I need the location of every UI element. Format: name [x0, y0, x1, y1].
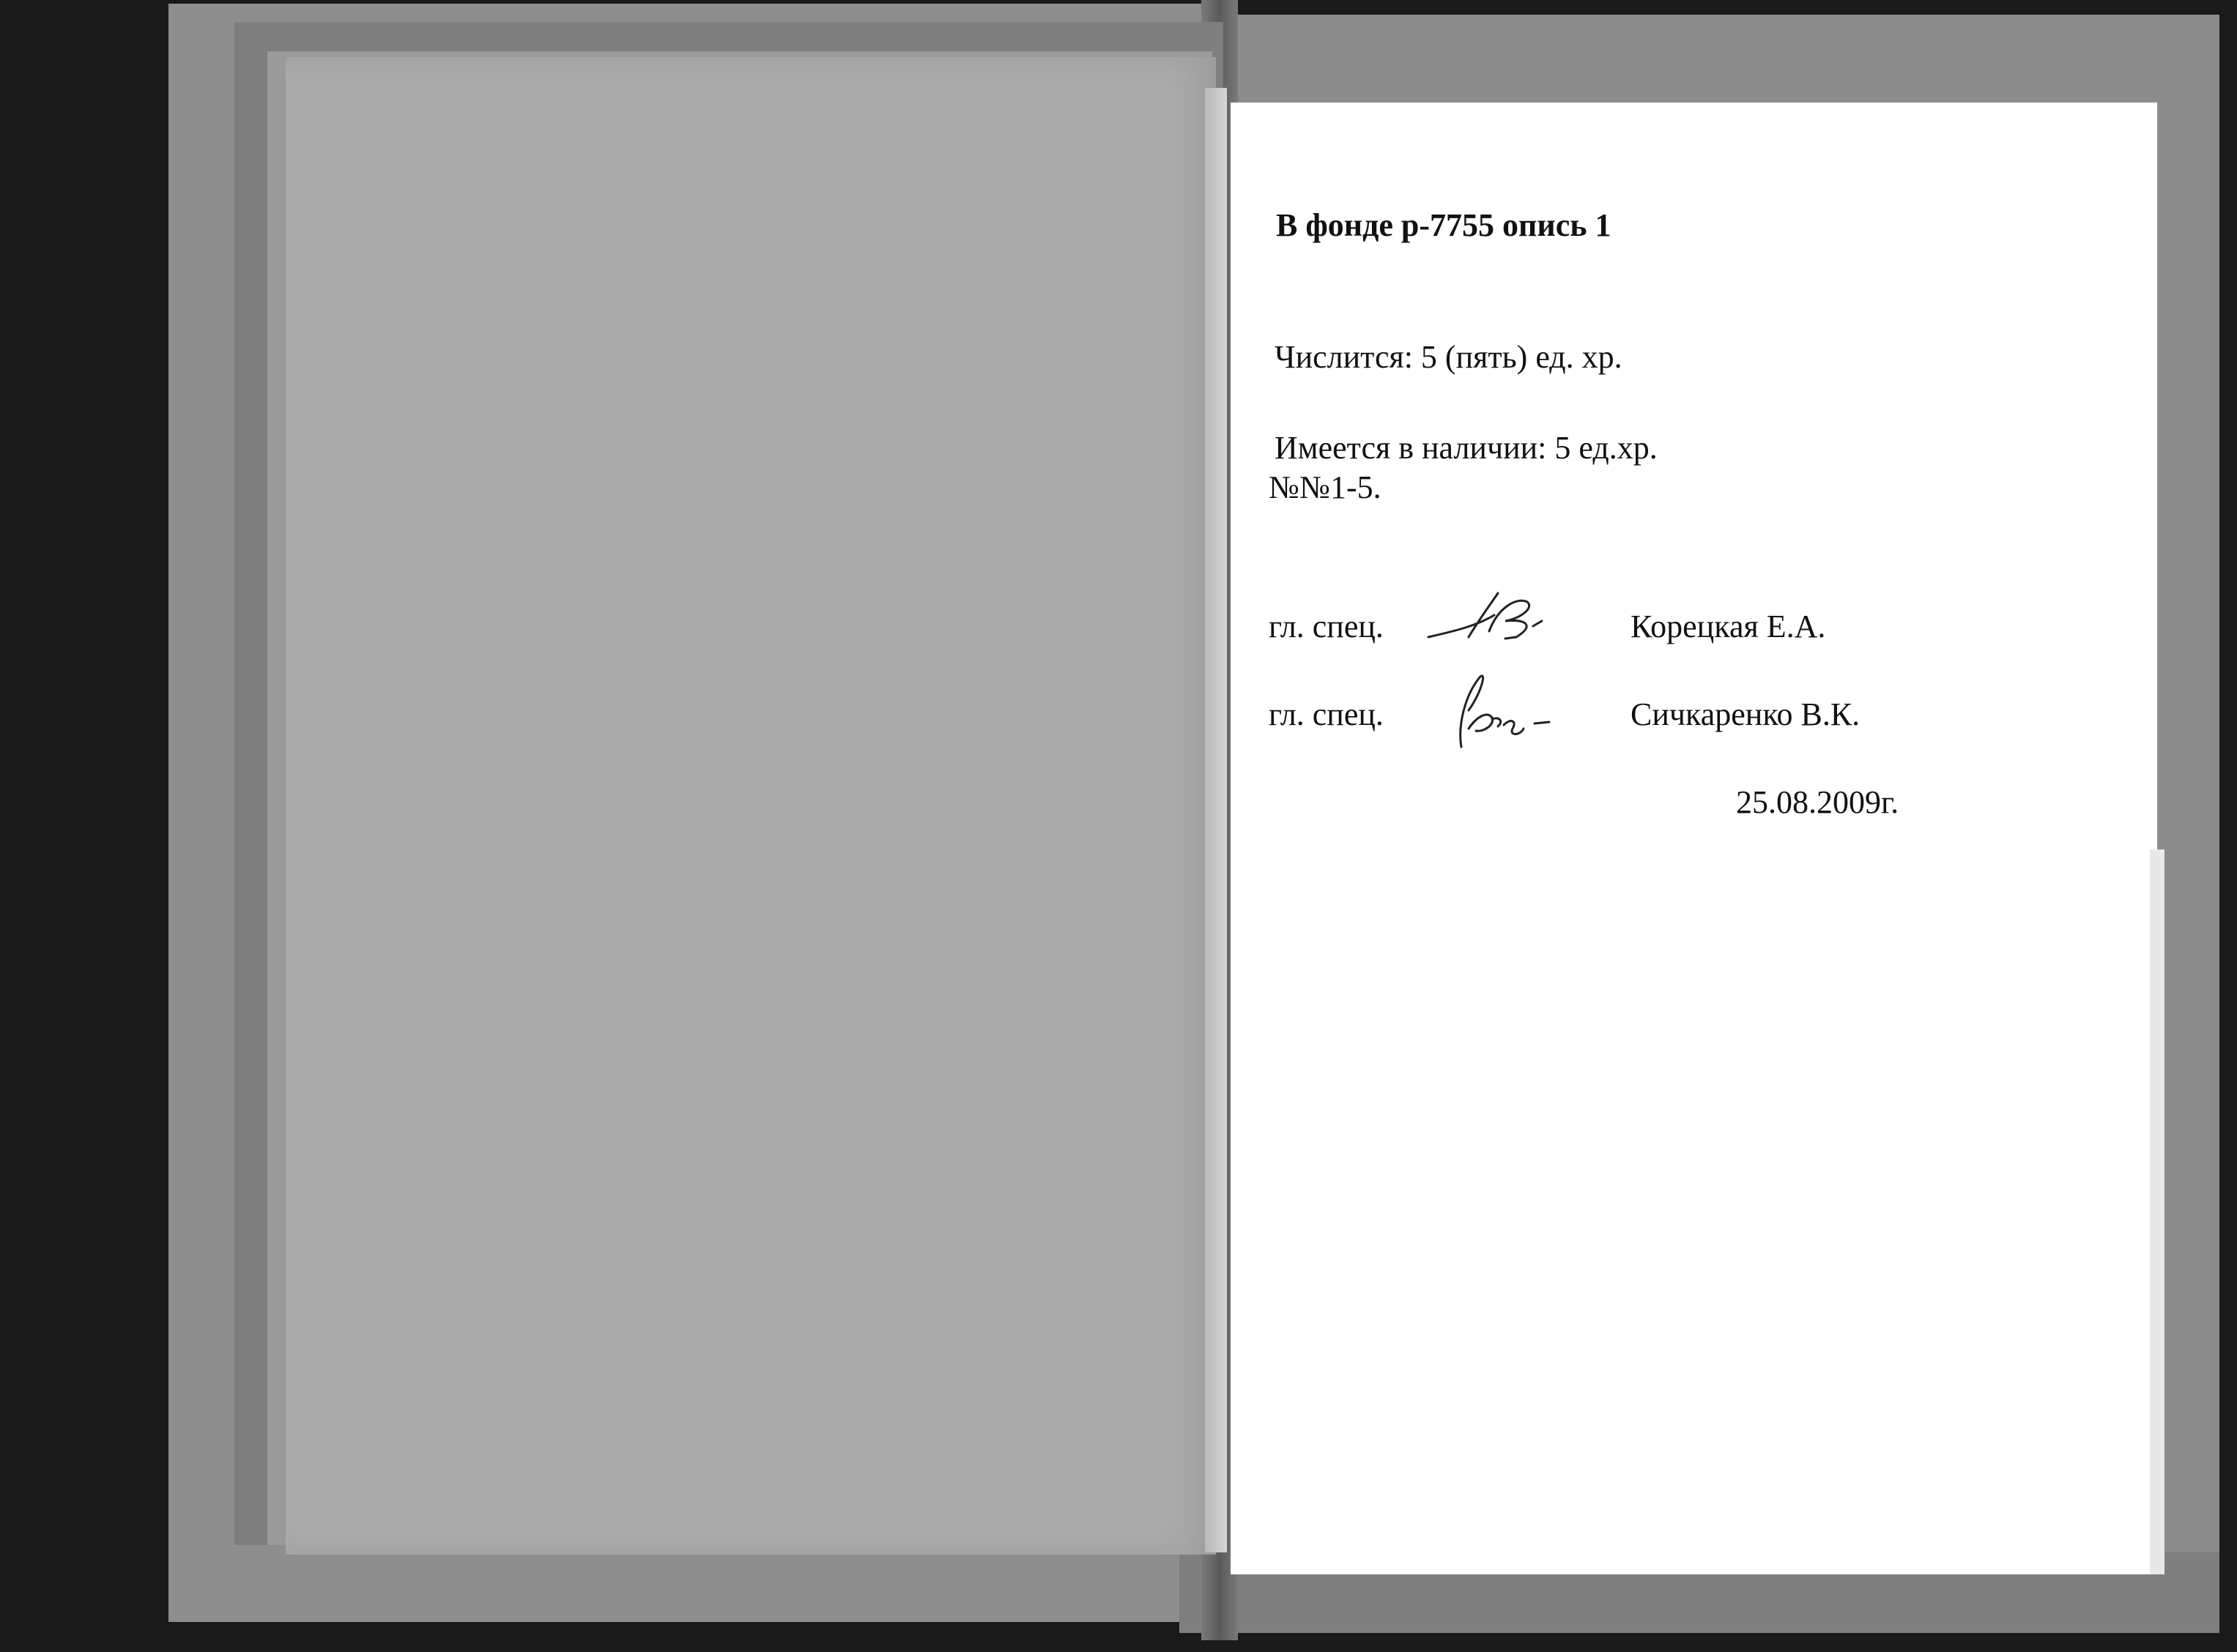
right-document-page — [1231, 103, 2157, 1574]
document-date: 25.08.2009г. — [1736, 784, 1899, 820]
left-page-curl — [1205, 88, 1227, 1552]
signatory-1-position: гл. спец. — [1269, 609, 1384, 644]
available-line: Имеется в наличии: 5 ед.хр. — [1275, 430, 1658, 466]
right-page-edge — [2150, 849, 2164, 1574]
signatory-1-name: Корецкая Е.А. — [1631, 609, 1826, 644]
item-numbers-line: №№1-5. — [1269, 469, 1381, 505]
signature-2-handwritten — [1447, 666, 1557, 758]
document-title: В фонде р-7755 опись 1 — [1276, 207, 1611, 243]
signature-1-handwritten — [1425, 586, 1564, 655]
signatory-2-name: Сичкаренко В.К. — [1631, 696, 1861, 732]
count-listed-line: Числится: 5 (пять) ед. хр. — [1275, 339, 1622, 375]
signatory-2-position: гл. спец. — [1269, 696, 1384, 732]
left-blank-page — [286, 57, 1216, 1555]
